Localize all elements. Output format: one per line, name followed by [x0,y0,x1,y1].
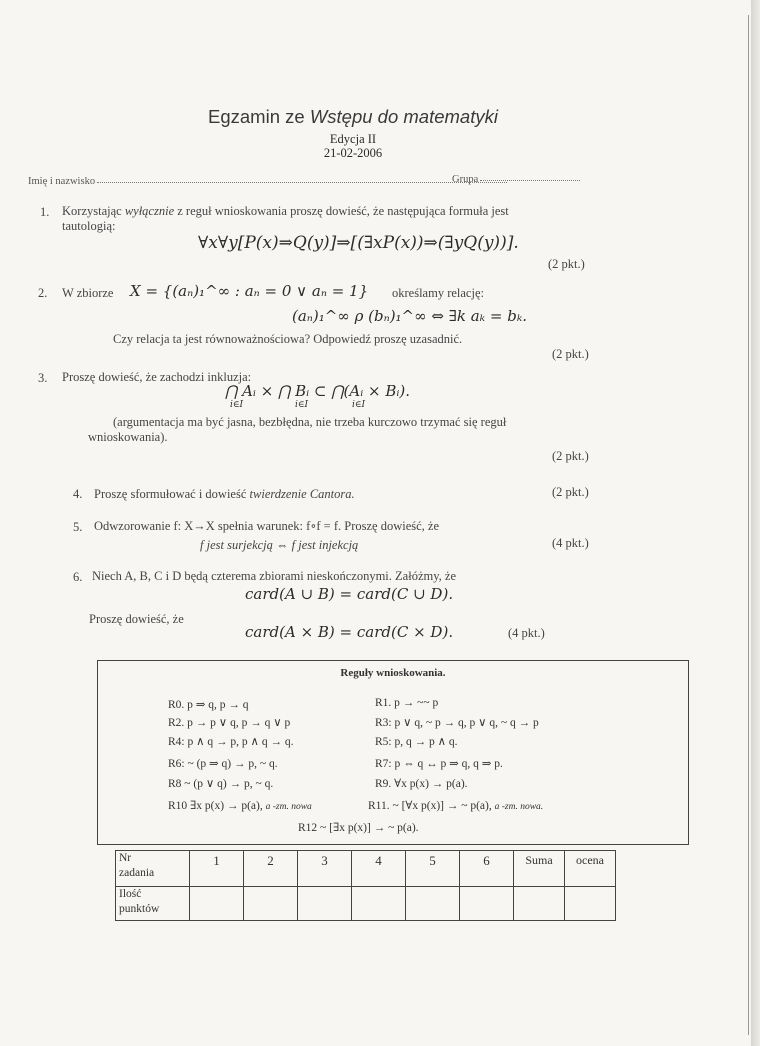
name-dotted-line [97,182,507,183]
problem-4-text-a: Proszę sformułować i dowieść [94,487,247,501]
score-cell-1 [190,887,244,921]
score-row2-label-a: Ilość [119,888,142,900]
problem-6-text-b: Proszę dowieść, że [89,612,184,626]
rule-r11-text: R11. ~ [∀x p(x)] → ~ p(a), [368,800,492,812]
score-cell-suma [514,887,565,921]
rule-r10-note: a -zm. nowa [265,802,312,812]
problem-2-set-definition: X = {(aₙ)₁^∞ : aₙ = 0 ∨ aₙ = 1} [130,282,369,300]
rule-r7: R7: p ⇔ q ↔ p ⇒ q, q ⇒ p. [375,758,503,770]
score-col-3: 3 [298,851,352,887]
group-dotted-line [480,180,580,181]
score-cell-ocena [565,887,616,921]
rules-box [97,660,689,845]
rule-r3: R3: p ∨ q, ~ p → q, p ∨ q, ~ q → p [375,717,539,729]
problem-4-number: 4. [73,487,83,501]
group-field [452,174,580,185]
problem-3-points: (2 pkt.) [552,449,589,463]
score-row1-label-a: Nr [119,852,132,864]
score-table [115,850,616,921]
rules-title: Reguły wnioskowania. [340,667,446,679]
score-col-suma: Suma [514,851,565,887]
scan-edge-shadow [751,0,760,1046]
problem-3-index-2: i∈I [295,400,309,410]
score-col-2: 2 [244,851,298,887]
problem-5-number: 5. [73,520,83,534]
problem-5-points: (4 pkt.) [552,536,589,550]
rule-r10 [168,798,312,812]
problem-4-text-italic: twierdzenie Cantora. [249,487,355,501]
problem-1-text-italic: wyłącznie [124,204,175,218]
score-row2-label [116,887,190,921]
score-cell-4 [352,887,406,921]
name-label: Imię i nazwisko [28,176,96,187]
score-col-4: 4 [352,851,406,887]
score-cell-6 [460,887,514,921]
problem-4-text [94,487,355,502]
rule-r4: R4: p ∧ q → p, p ∧ q → q. [168,736,294,748]
title-italic: Wstępu do matematyki [309,106,498,127]
rule-r11 [368,798,543,812]
rule-r9: R9. ∀x p(x) → p(a). [375,778,468,790]
problem-3-index-3: i∈I [352,400,366,410]
problem-1-text-a: Korzystając [62,204,122,218]
problem-3-formula: ⋂ Aᵢ × ⋂ Bᵢ ⊂ ⋂(Aᵢ × Bᵢ). [225,382,411,400]
problem-1-number: 1. [40,205,50,219]
score-row1-label-b: zadania [119,867,155,879]
score-table-header-row [116,851,616,887]
problem-6-formula-b: card(A × B) = card(C × D). [245,623,454,641]
problem-3-index-1: i∈I [230,400,244,410]
score-cell-3 [298,887,352,921]
rule-r10-text: R10 ∃x p(x) → p(a), [168,800,263,812]
problem-4-points: (2 pkt.) [552,485,589,499]
problem-1-points: (2 pkt.) [548,257,585,271]
problem-2-text-b: określamy relację: [392,286,484,300]
score-row2-label-b: punktów [119,903,160,915]
rule-r0: R0. p ⇒ q, p → q [168,699,249,711]
problem-2-formula: (aₙ)₁^∞ ρ (bₙ)₁^∞ ⇔ ∃k aₖ = bₖ. [292,307,528,325]
problem-1-text-b: z reguł wnioskowania proszę dowieść, że następująca formuła jest [177,204,509,218]
scan-edge-line [748,15,749,1035]
rule-r5: R5: p, q → p ∧ q. [375,736,458,748]
name-field [28,176,507,187]
score-row1-label [116,851,190,887]
exam-date: 21-02-2006 [323,146,383,160]
score-col-1: 1 [190,851,244,887]
group-label: Grupa [452,174,479,185]
problem-6-number: 6. [73,570,83,584]
problem-1-text-c: tautologią: [62,219,116,233]
rule-r8: R8 ~ (p ∨ q) → p, ~ q. [168,778,274,790]
score-col-5: 5 [406,851,460,887]
score-table-points-row [116,887,616,921]
problem-6-formula-a: card(A ∪ B) = card(C ∪ D). [245,585,454,603]
problem-1-formula: ∀x∀y[P(x)⇒Q(y)]⇒[(∃xP(x))⇒(∃yQ(y))]. [198,233,519,253]
score-cell-2 [244,887,298,921]
problem-2-text-a: W zbiorze [62,286,114,300]
problem-1-text [62,204,509,219]
problem-3-note-a: (argumentacja ma być jasna, bezbłędna, nie trzeba kurczowo trzymać się reguł [113,415,507,429]
exam-title [0,106,706,128]
problem-5-text-b: f jest surjekcją ⇔ f jest injekcją [200,538,359,552]
problem-2-question: Czy relacja ta jest równoważnościowa? Odpowiedź proszę uzasadnić. [113,332,463,346]
problem-3-note-b: wnioskowania). [88,430,168,444]
score-cell-5 [406,887,460,921]
rule-r2: R2. p → p ∨ q, p → q ∨ p [168,717,291,729]
rule-r1: R1. p → ~~ p [375,697,439,709]
problem-6-points: (4 pkt.) [508,626,545,640]
problem-2-number: 2. [38,286,48,300]
problem-3-number: 3. [38,371,48,385]
score-col-ocena: ocena [565,851,616,887]
score-col-6: 6 [460,851,514,887]
problem-5-text-a: Odwzorowanie f: X→X spełnia warunek: f∘f = f. Proszę dowieść, że [94,519,440,533]
rule-r12: R12 ~ [∃x p(x)] → ~ p(a). [298,822,419,834]
problem-2-points: (2 pkt.) [552,347,589,361]
problem-3-text-a: Proszę dowieść, że zachodzi inkluzja: [62,370,252,384]
title-prefix: Egzamin ze [208,106,305,127]
rule-r6: R6: ~ (p ⇒ q) → p, ~ q. [168,758,278,770]
problem-6-text-a: Niech A, B, C i D będą czterema zbiorami nieskończonymi. Załóżmy, że [92,569,456,583]
rule-r11-note: a -zm. nowa. [494,802,544,812]
edition: Edycja II [329,132,377,146]
